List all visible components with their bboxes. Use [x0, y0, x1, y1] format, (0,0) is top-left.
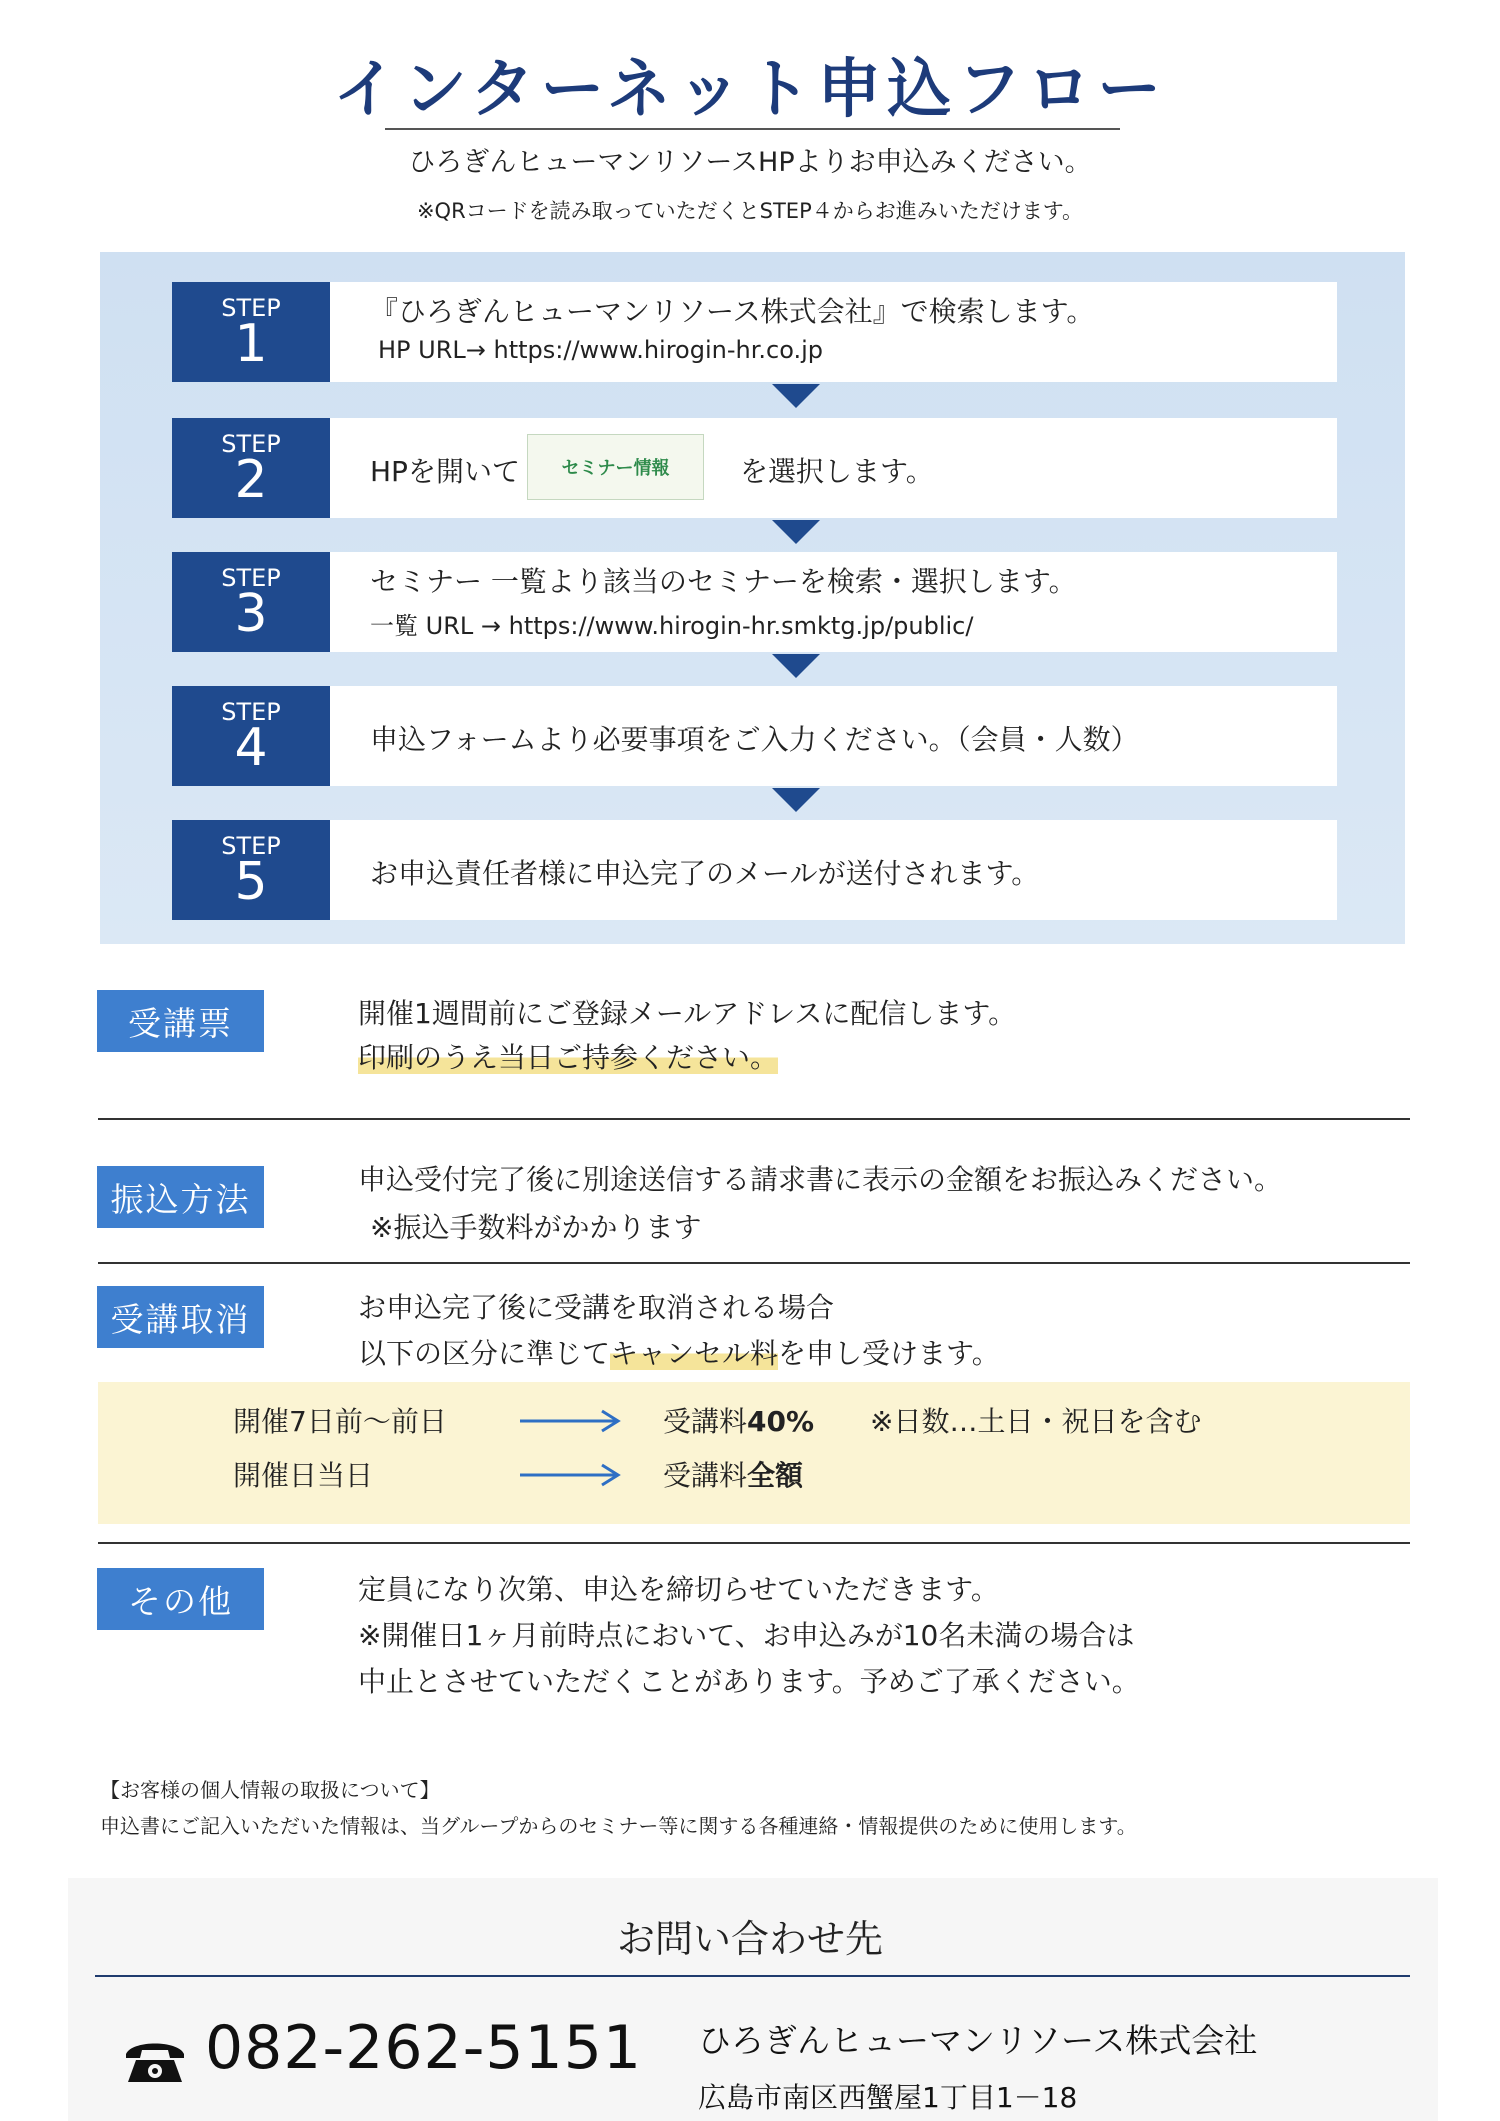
step-content	[330, 552, 1337, 652]
payment-text-1: 申込受付完了後に別途送信する請求書に表示の金額をお振込みください。	[358, 1163, 1283, 1196]
steps-panel	[100, 252, 1405, 944]
qr-note: ※QRコードを読み取っていただくとSTEP４からお進みいただけます。	[416, 199, 1084, 223]
step-5	[172, 820, 1337, 920]
step-text: HPを開いて	[370, 455, 520, 488]
contact-divider	[95, 1975, 1410, 1977]
step-3	[172, 552, 1337, 652]
other-text-3: 中止とさせていただくことがあります。予めご了承ください。	[358, 1665, 1140, 1698]
title-divider	[385, 128, 1120, 130]
step-1	[172, 282, 1337, 382]
other-text-2: ※開催日1ヶ月前時点において、お申込みが10名未満の場合は	[358, 1619, 1135, 1652]
cancel-fee-value: 全額	[747, 1459, 804, 1492]
company-name: ひろぎんヒューマンリソース株式会社	[698, 2021, 1258, 2060]
right-arrow-icon	[518, 1408, 623, 1434]
down-arrow-icon	[772, 520, 820, 544]
divider	[98, 1262, 1410, 1264]
step-text: セミナー 一覧より該当のセミナーを検索・選択します。	[370, 565, 1077, 598]
step-content	[330, 820, 1337, 920]
list-url-link[interactable]: 一覧 URL → https://www.hirogin-hr.smktg.jp/public/	[370, 612, 974, 640]
step-text-after: を選択します。	[740, 455, 934, 488]
step-label: STEP	[221, 832, 281, 860]
cancel-text-1: お申込完了後に受講を取消される場合	[358, 1291, 835, 1324]
step-text: 申込フォームより必要事項をご入力ください。（会員・人数）	[370, 723, 1139, 756]
cancel-fee-label: 受講料	[663, 1459, 748, 1492]
cancel-day-note: ※日数…土日・祝日を含む	[870, 1405, 1202, 1438]
step-badge	[172, 552, 330, 652]
seminar-info-button[interactable]: セミナー情報	[527, 434, 704, 500]
step-content	[330, 686, 1337, 786]
phone-number[interactable]: 082-262-5151	[205, 2013, 643, 2083]
divider	[98, 1118, 1410, 1120]
company-address: 広島市南区西蟹屋1丁目1－18	[698, 2081, 1078, 2114]
cancel-term: 開催7日前～前日	[233, 1405, 447, 1438]
cancel-fee	[663, 1454, 803, 1494]
cancel-fee	[663, 1400, 814, 1440]
down-arrow-icon	[772, 654, 820, 678]
ticket-text-2	[358, 1036, 778, 1076]
cancel-fee-label: 受講料	[663, 1405, 748, 1438]
divider	[98, 1542, 1410, 1544]
contact-title: お問い合わせ先	[616, 1917, 883, 1961]
payment-text-2: ※振込手数料がかかります	[370, 1211, 702, 1244]
privacy-heading: 【お客様の個人情報の取扱について】	[100, 1778, 440, 1802]
down-arrow-icon	[772, 384, 820, 408]
step-2	[172, 418, 1337, 518]
step-text: お申込責任者様に申込完了のメールが送付されます。	[370, 857, 1040, 890]
other-text-1: 定員になり次第、申込を締切らせていただきます。	[358, 1573, 999, 1606]
ticket-text-1: 開催1週間前にご登録メールアドレスに配信します。	[358, 997, 1017, 1030]
step-label: STEP	[221, 430, 281, 458]
page-title: インターネット申込フロー	[332, 53, 1168, 127]
section-label-payment: 振込方法	[97, 1166, 264, 1228]
step-badge	[172, 686, 330, 786]
ticket-highlight: 印刷のうえ当日ご持参ください。	[358, 1041, 779, 1074]
step-content	[330, 282, 1337, 382]
step-badge	[172, 820, 330, 920]
step-label: STEP	[221, 564, 281, 592]
step-number: 2	[234, 450, 268, 510]
cancel-text-2a: 以下の区分に準じて	[358, 1337, 611, 1370]
cancel-text-2c: を申し受けます。	[778, 1337, 1000, 1370]
step-label: STEP	[221, 294, 281, 322]
cancel-fee-highlight: キャンセル料	[610, 1337, 779, 1370]
step-number: 1	[234, 314, 268, 374]
cancel-row	[98, 1400, 1410, 1440]
cancel-text-2	[358, 1332, 1000, 1372]
step-content	[330, 418, 1337, 518]
step-4	[172, 686, 1337, 786]
step-number: 4	[234, 718, 268, 778]
step-number: 3	[234, 584, 268, 644]
telephone-icon	[122, 2036, 188, 2084]
privacy-body: 申込書にご記入いただいた情報は、当グループからのセミナー等に関する各種連絡・情報提供のために使用します。	[100, 1814, 1137, 1838]
section-label-ticket: 受講票	[97, 990, 264, 1052]
page-subtitle: ひろぎんヒューマンリソースHPよりお申込みください。	[408, 147, 1092, 178]
down-arrow-icon	[772, 788, 820, 812]
cancel-fee-value: 40%	[747, 1405, 815, 1438]
step-badge	[172, 418, 330, 518]
cancel-term: 開催日当日	[233, 1459, 374, 1492]
right-arrow-icon	[518, 1462, 623, 1488]
step-text: 『ひろぎんヒューマンリソース株式会社』で検索します。	[370, 295, 1095, 328]
cancel-row	[98, 1454, 1410, 1494]
step-badge	[172, 282, 330, 382]
step-number: 5	[234, 852, 268, 912]
hp-url-link[interactable]: HP URL→ https://www.hirogin-hr.co.jp	[378, 336, 824, 364]
cancel-fee-table	[98, 1382, 1410, 1524]
step-label: STEP	[221, 698, 281, 726]
section-label-cancel: 受講取消	[97, 1286, 264, 1348]
section-label-other: その他	[97, 1568, 264, 1630]
